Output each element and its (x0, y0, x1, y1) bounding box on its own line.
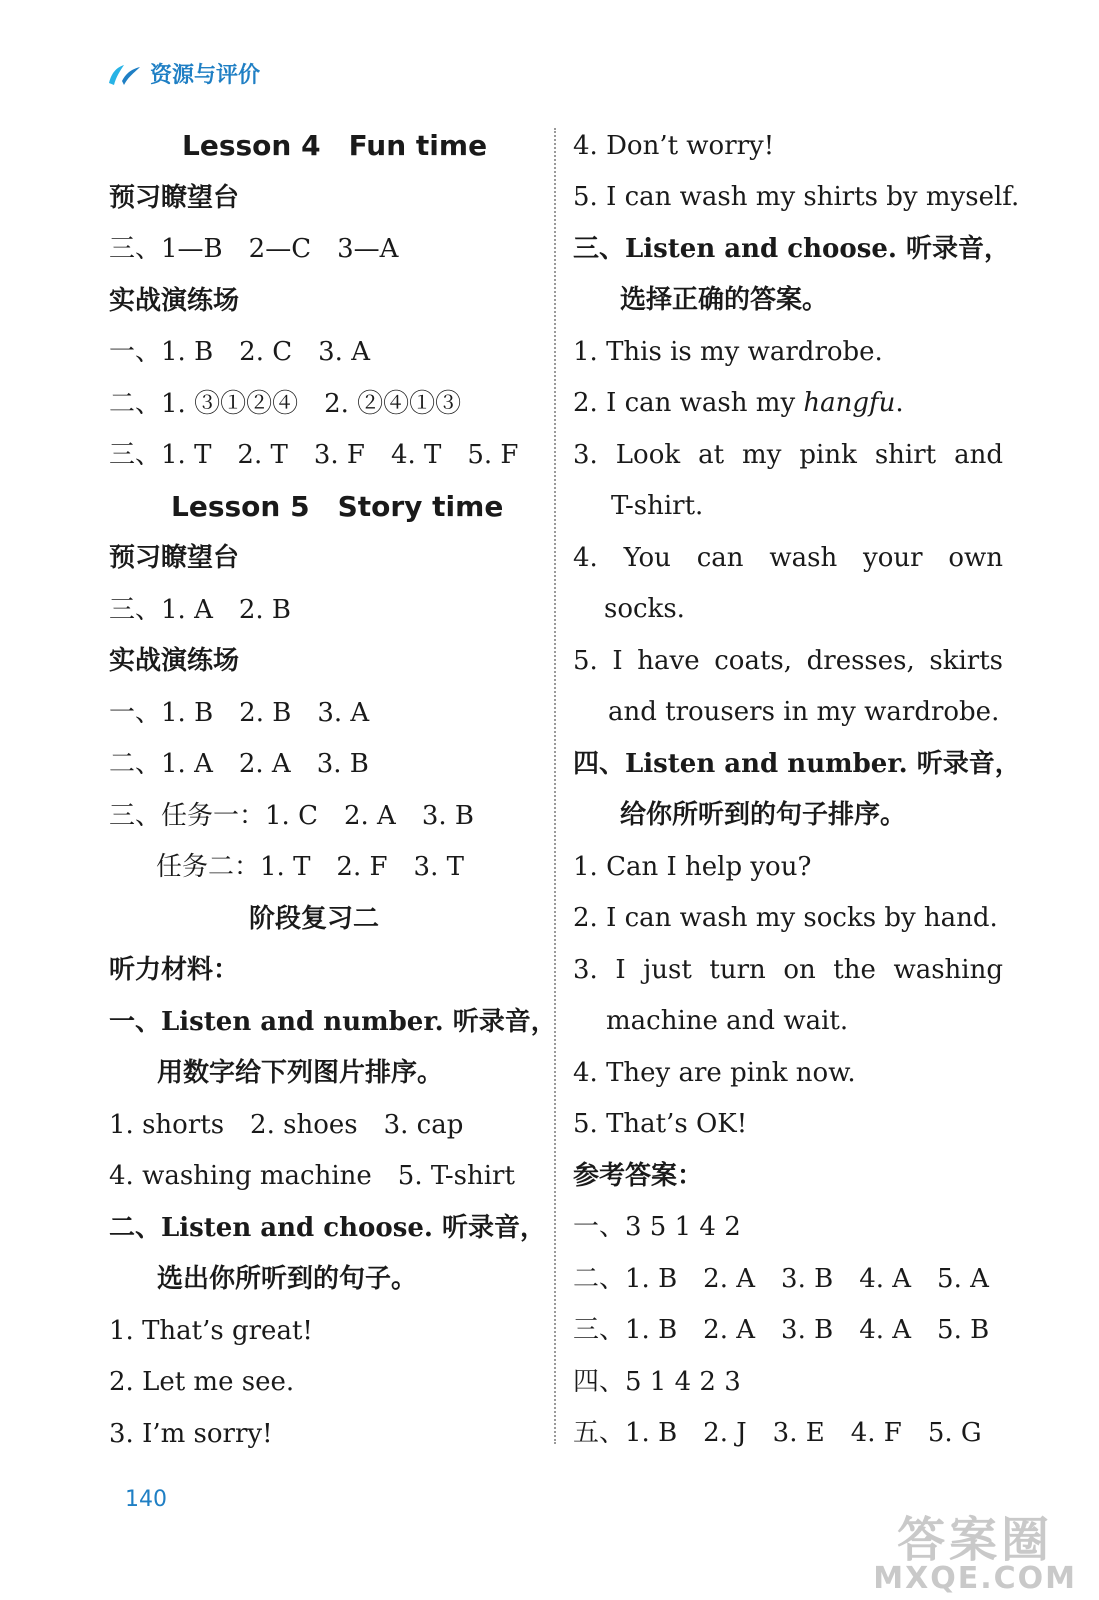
answer-line: 4. You can wash your own (573, 543, 1003, 573)
page-number: 140 (125, 1487, 167, 1512)
section-heading: 预习瞭望台 (109, 183, 240, 213)
answer-line: 四、5 1 4 2 3 (573, 1367, 741, 1397)
answer-line: 1. shorts 2. shoes 3. cap (109, 1110, 464, 1140)
brand-title: 资源与评价 (150, 63, 261, 88)
answer-line: 1. This is my wardrobe. (573, 337, 883, 367)
answer-line: 3. I just turn on the washing (573, 955, 1003, 985)
exercise-heading-cont: 选出你所听到的句子。 (157, 1264, 418, 1294)
answer-line: 二、1. B 2. A 3. B 4. A 5. A (573, 1264, 989, 1294)
exercise-heading: 三、Listen and choose. 听录音， (573, 234, 1010, 264)
section-heading: 参考答案： (573, 1161, 704, 1191)
section-heading: 实战演练场 (109, 286, 240, 316)
answer-line: 3. Look at my pink shirt and (573, 440, 1003, 470)
exercise-heading-cont: 给你所听到的句子排序。 (620, 800, 907, 830)
exercise-heading: 二、Listen and choose. 听录音， (109, 1213, 546, 1243)
answer-line-cont: socks. (604, 594, 685, 624)
answer-line: 三、1. B 2. A 3. B 4. A 5. B (573, 1315, 990, 1345)
answer-line: 5. I can wash my shirts by myself. (573, 182, 1020, 212)
section-heading: 听力材料： (109, 955, 240, 985)
section-heading: 预习瞭望台 (109, 543, 240, 573)
answer-line: 三、1—B 2—C 3—A (109, 234, 399, 264)
answer-line: 任务二：1. T 2. F 3. T (156, 852, 464, 882)
answer-line: 2. Let me see. (109, 1367, 295, 1397)
answer-line: 5. I have coats, dresses, skirts (573, 646, 1003, 676)
answer-line: 2. I can wash my socks by hand. (573, 903, 998, 933)
answer-line: 三、1. T 2. T 3. F 4. T 5. F (109, 440, 519, 470)
answer-line: 一、3 5 1 4 2 (573, 1212, 741, 1242)
exercise-heading-cont: 用数字给下列图片排序。 (157, 1058, 444, 1088)
watermark-url: MXQE.COM (873, 1561, 1077, 1596)
answer-line: 五、1. B 2. J 3. E 4. F 5. G (573, 1418, 982, 1448)
lesson-5-title: Lesson 5 Story time (171, 490, 504, 523)
section-heading: 实战演练场 (109, 646, 240, 676)
answer-line: 4. washing machine 5. T-shirt (109, 1161, 515, 1191)
column-divider (554, 128, 556, 1444)
answer-line: 三、任务一：1. C 2. A 3. B (109, 801, 474, 831)
brand-header (106, 58, 260, 89)
exercise-heading: 四、Listen and number. 听录音， (573, 749, 1021, 779)
pinyin-word: hangfu (803, 388, 896, 418)
watermark (873, 1512, 1077, 1596)
answer-line: 5. That’s OK! (573, 1109, 748, 1139)
lesson-4-title: Lesson 4 Fun time (182, 129, 488, 162)
answer-line: 一、1. B 2. B 3. A (109, 698, 370, 728)
answer-line: 1. Can I help you? (573, 852, 812, 882)
answer-line: 3. I’m sorry! (109, 1419, 273, 1449)
answer-line: 二、1. ③①②④ 2. ②④①③ (109, 389, 462, 419)
answer-line: 一、1. B 2. C 3. A (109, 337, 370, 367)
review-title: 阶段复习二 (249, 904, 380, 934)
answer-line-cont: machine and wait. (606, 1006, 849, 1036)
exercise-heading-cont: 选择正确的答案。 (620, 285, 829, 315)
answer-line-cont: and trousers in my wardrobe. (608, 697, 1000, 727)
watermark-logo-text: 答案圈 (897, 1512, 1054, 1568)
answer-line: 4. They are pink now. (573, 1058, 856, 1088)
answer-line: 2. I can wash my hangfu. (573, 388, 904, 418)
answer-line-cont: T-shirt. (611, 491, 704, 521)
answer-line: 4. Don’t worry! (573, 131, 775, 161)
leaf-icon (106, 61, 144, 87)
answer-line: 1. That’s great! (109, 1316, 313, 1346)
answer-line: 三、1. A 2. B (109, 595, 292, 625)
exercise-heading: 一、Listen and number. 听录音， (109, 1007, 557, 1037)
answer-line: 二、1. A 2. A 3. B (109, 749, 369, 779)
